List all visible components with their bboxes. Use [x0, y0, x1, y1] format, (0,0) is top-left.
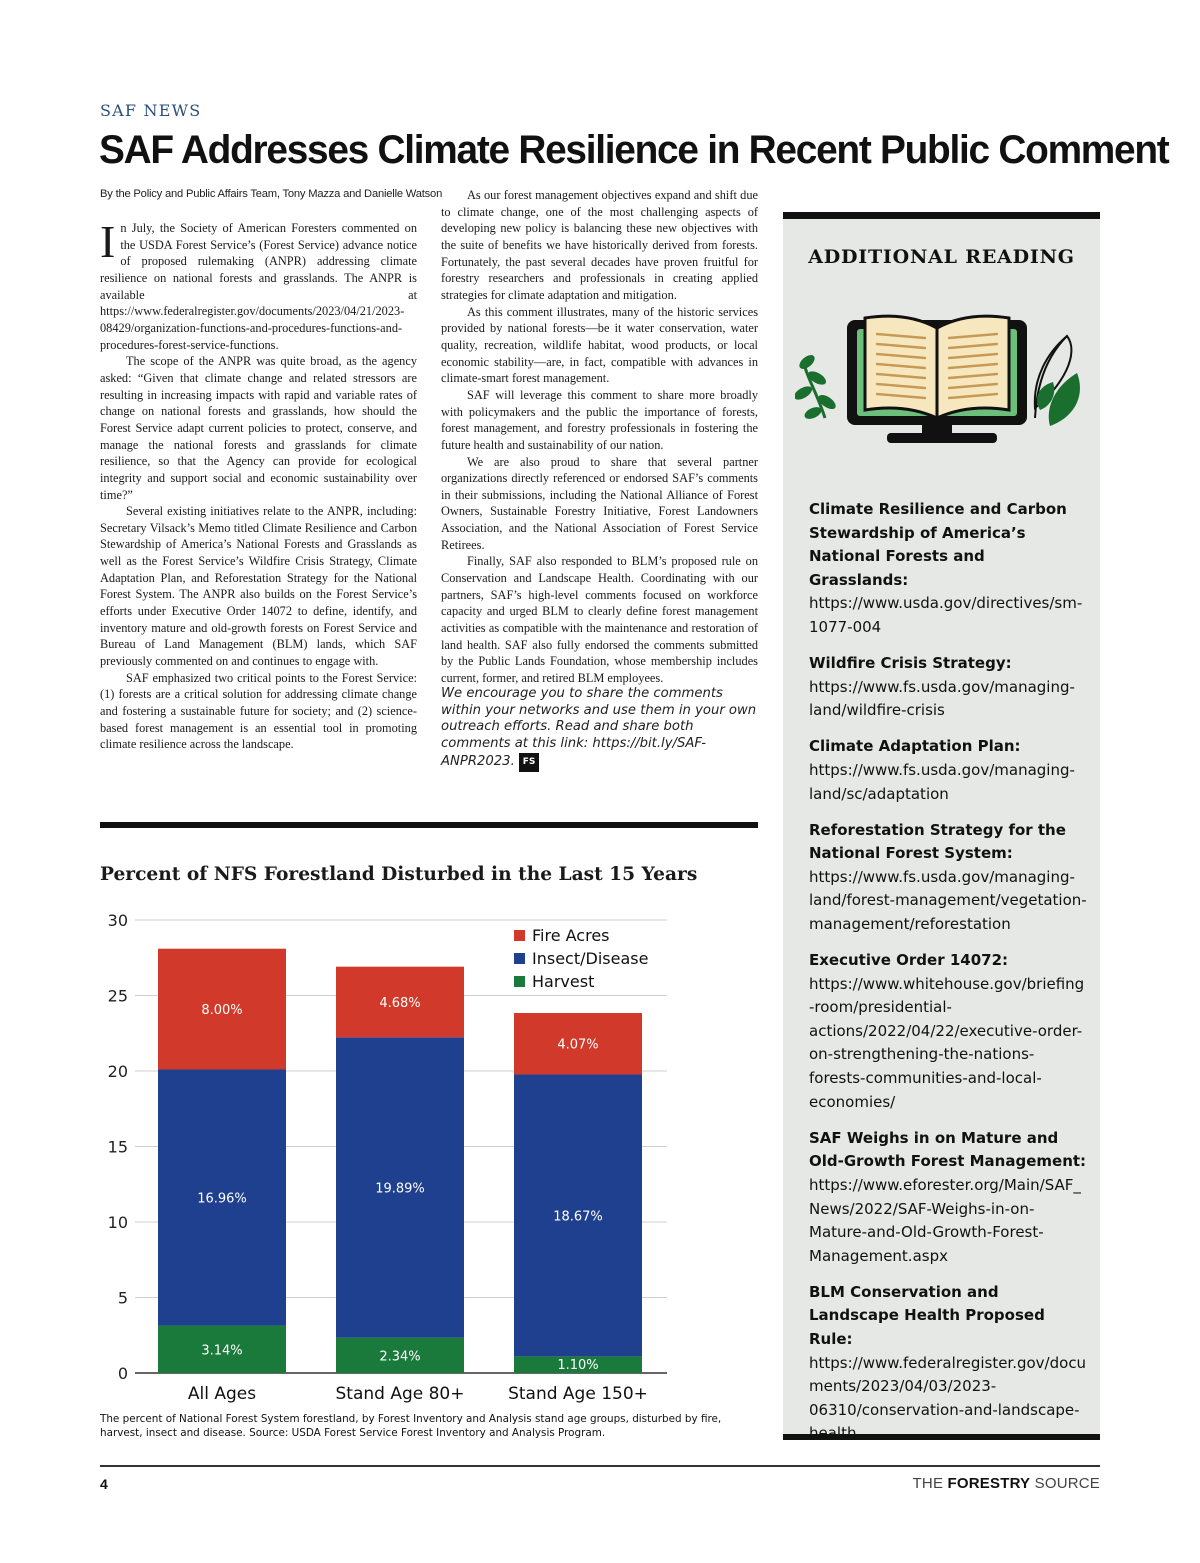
y-tick-label: 15	[107, 1137, 128, 1157]
reading-item	[809, 652, 1089, 723]
reading-item-label: BLM Conservation and Landscape Health Proposed Rule:	[809, 1282, 1045, 1348]
y-tick-label: 25	[107, 986, 128, 1006]
paragraph: In July, the Society of American Foresters commented on the USDA Forest Service’s (Forest Service) advance notice of proposed rulemaking (ANPR) addressing climate resilience on national forests and grasslands. The ANPR is available at https://www.federalregister.gov/documents/2023/04/21/2023-08429/organization-functions-and-procedures-functions-and-procedures-forest-service-functions.	[100, 216, 417, 352]
article-headline: SAF Addresses Climate Resilience in Recent Public Comment	[99, 128, 1169, 172]
magazine-name: THE FORESTRY SOURCE	[912, 1475, 1100, 1492]
article-column-1	[100, 216, 417, 753]
legend-label: Harvest	[532, 972, 595, 991]
reading-item	[809, 819, 1089, 937]
y-tick-label: 0	[117, 1364, 128, 1383]
paragraph: Finally, SAF also responded to BLM’s proposed rule on Conservation and Landscape Health. Coordinating with our partners, SAF’s high-level comments focused on workforce capacity and urged BLM to clearly define forest management activities as compatible with the maintenance and restoration of land health. SAF also fully endorsed the comments submitted by the Public Lands Foundation, whose membership includes current, former, and retired BLM employees.	[441, 554, 758, 686]
data-label: 16.96%	[197, 1191, 247, 1207]
paragraph: We are also proud to share that several partner organizations directly referenced or endorsed SAF’s comments in their submissions, including the National Alliance of Forest Owners, Sustainable Forestry Initiative, Forest Landowners Association, and the National Association of Forest Service Retirees.	[441, 454, 758, 552]
reading-item-link[interactable]: https://www.fs.usda.gov/managing-land/forest-management/vegetation-management/reforestation	[809, 867, 1087, 933]
reading-item	[809, 498, 1089, 640]
reading-item-link[interactable]: https://www.eforester.org/Main/SAF_News/2022/SAF-Weighs-in-on-Mature-and-Old-Growth-Forest-Management.aspx	[809, 1175, 1081, 1265]
closing-text: We encourage you to share the comments within your networks and use them in your own outreach efforts. Read and share both comments at this link: https://bit.ly/SAF-ANPR2023.	[441, 686, 757, 769]
legend-swatch	[514, 930, 525, 941]
reading-item-label: SAF Weighs in on Mature and Old-Growth Forest Management:	[809, 1128, 1087, 1171]
data-label: 19.89%	[375, 1181, 425, 1197]
reading-item-link[interactable]: https://www.whitehouse.gov/briefing-room/presidential-actions/2022/04/22/executive-order-on-strengthening-the-nations-forests-communities-and-local-economies/	[809, 974, 1085, 1111]
reading-item-label: Executive Order 14072:	[809, 951, 1009, 970]
section-kicker: SAF NEWS	[100, 101, 202, 120]
closing-note	[441, 686, 761, 772]
sidebar-top-rule	[783, 212, 1100, 219]
y-tick-label: 20	[107, 1062, 128, 1081]
chart-caption: The percent of National Forest System forestland, by Forest Inventory and Analysis stand age groups, disturbed by fire, harvest, insect and disease. Source: USDA Forest Service Forest Inventory and Analysis Program.	[100, 1413, 722, 1439]
data-label: 8.00%	[201, 1003, 243, 1019]
page-number: 4	[100, 1476, 108, 1492]
footer-rule	[100, 1465, 1100, 1467]
reading-item-link[interactable]: https://www.fs.usda.gov/managing-land/sc/adaptation	[809, 760, 1075, 803]
paragraph: As this comment illustrates, many of the historic services provided by national forests—be it water conservation, water quality, recreation, wildlife habitat, wood products, or local economic stability—are, in fact, compatible with advances in climate-smart forest management.	[441, 304, 758, 386]
section-divider	[100, 822, 758, 828]
reading-item-link[interactable]: https://www.fs.usda.gov/managing-land/wildfire-crisis	[809, 677, 1075, 720]
reading-item	[809, 735, 1089, 806]
paragraph: As our forest management objectives expand and shift due to climate change, one of the most challenging aspects of developing new policy is balancing these new objectives with the suite of benefits we have historically derived from forests. Fortunately, the past several decades have proven fruitful for forestry researchers and professionals in creating applied strategies for climate adaptation and mitigation.	[441, 188, 758, 302]
data-label: 4.68%	[379, 995, 421, 1011]
stacked-bar-chart	[100, 900, 690, 1420]
reading-list	[809, 498, 1089, 1458]
reading-item-link[interactable]: https://www.usda.gov/directives/sm-1077-004	[809, 594, 1083, 636]
paragraph: SAF will leverage this comment to share more broadly with policymakers and the public the importance of forests, forest management, and forestry professionals in fostering the future health and sustainability of our nation.	[441, 387, 758, 452]
data-label: 2.34%	[379, 1349, 421, 1365]
reading-item	[809, 1281, 1089, 1446]
reading-item-label: Climate Resilience and Carbon Stewardship of America’s National Forests and Grasslands:	[809, 500, 1067, 589]
paragraph: Several existing initiatives relate to the ANPR, including: Secretary Vilsack’s Memo titled Climate Resilience and Carbon Stewardship of America’s National Forests and Grasslands as well as the Forest Service’s Wildfire Crisis Strategy, Climate Adaptation Plan, and Reforestation Strategy for the National Forest System. The ANPR also builds on the Forest Service’s efforts under Executive Order 14072 to define, identify, and inventory mature and old-growth forests on Forest Service and Bureau of Land Management (BLM) lands, which SAF previously commented on and continues to engage with.	[100, 504, 417, 669]
legend-label: Fire Acres	[532, 926, 610, 945]
x-tick-label: All Ages	[187, 1384, 257, 1404]
drop-cap: I	[100, 216, 116, 267]
reading-item	[809, 949, 1089, 1114]
y-tick-label: 10	[107, 1213, 128, 1232]
paragraph: The scope of the ANPR was quite broad, as the agency asked: “Given that climate change and related stressors are resulting in increasing impacts with rapid and variable rates of change on national forests and grasslands, how should the Forest Service adapt current policies to protect, conserve, and manage the national forests and grasslands for climate resilience, so that the Agency can provide for ecological integrity and support social and economic sustainability over time?”	[100, 354, 417, 502]
reading-item-label: Wildfire Crisis Strategy:	[809, 654, 1012, 673]
sidebar-title: ADDITIONAL READING	[808, 246, 1075, 268]
end-mark-badge: FS	[519, 753, 540, 772]
legend-label: Insect/Disease	[532, 949, 649, 968]
byline: By the Policy and Public Affairs Team, Tony Mazza and Danielle Watson	[100, 188, 443, 200]
y-tick-label: 5	[117, 1288, 128, 1308]
open-book-on-monitor-icon	[795, 298, 1090, 458]
x-tick-label: Stand Age 80+	[335, 1384, 465, 1404]
reading-item-label: Reforestation Strategy for the National Forest System:	[809, 820, 1066, 863]
data-label: 1.10%	[557, 1358, 599, 1373]
x-tick-label: Stand Age 150+	[508, 1384, 648, 1404]
y-tick-label: 30	[107, 911, 128, 930]
chart-title: Percent of NFS Forestland Disturbed in the Last 15 Years	[100, 864, 698, 885]
article-column-2	[441, 187, 758, 687]
reading-item-link[interactable]: https://www.federalregister.gov/documents/2023/04/03/2023-06310/conservation-and-landscape-health	[809, 1353, 1087, 1443]
paragraph: SAF emphasized two critical points to the Forest Service: (1) forests are a critical solution for addressing climate change and fostering a sustainable future for society; and (2) science-based forest management is an essential tool in promoting climate resilience across the landscape.	[100, 670, 417, 752]
legend-swatch	[514, 976, 525, 987]
data-label: 3.14%	[201, 1343, 243, 1359]
reading-item	[809, 1127, 1089, 1269]
reading-item-label: Climate Adaptation Plan:	[809, 737, 1021, 756]
data-label: 4.07%	[557, 1037, 599, 1053]
data-label: 18.67%	[553, 1209, 603, 1225]
legend-swatch	[514, 953, 525, 964]
